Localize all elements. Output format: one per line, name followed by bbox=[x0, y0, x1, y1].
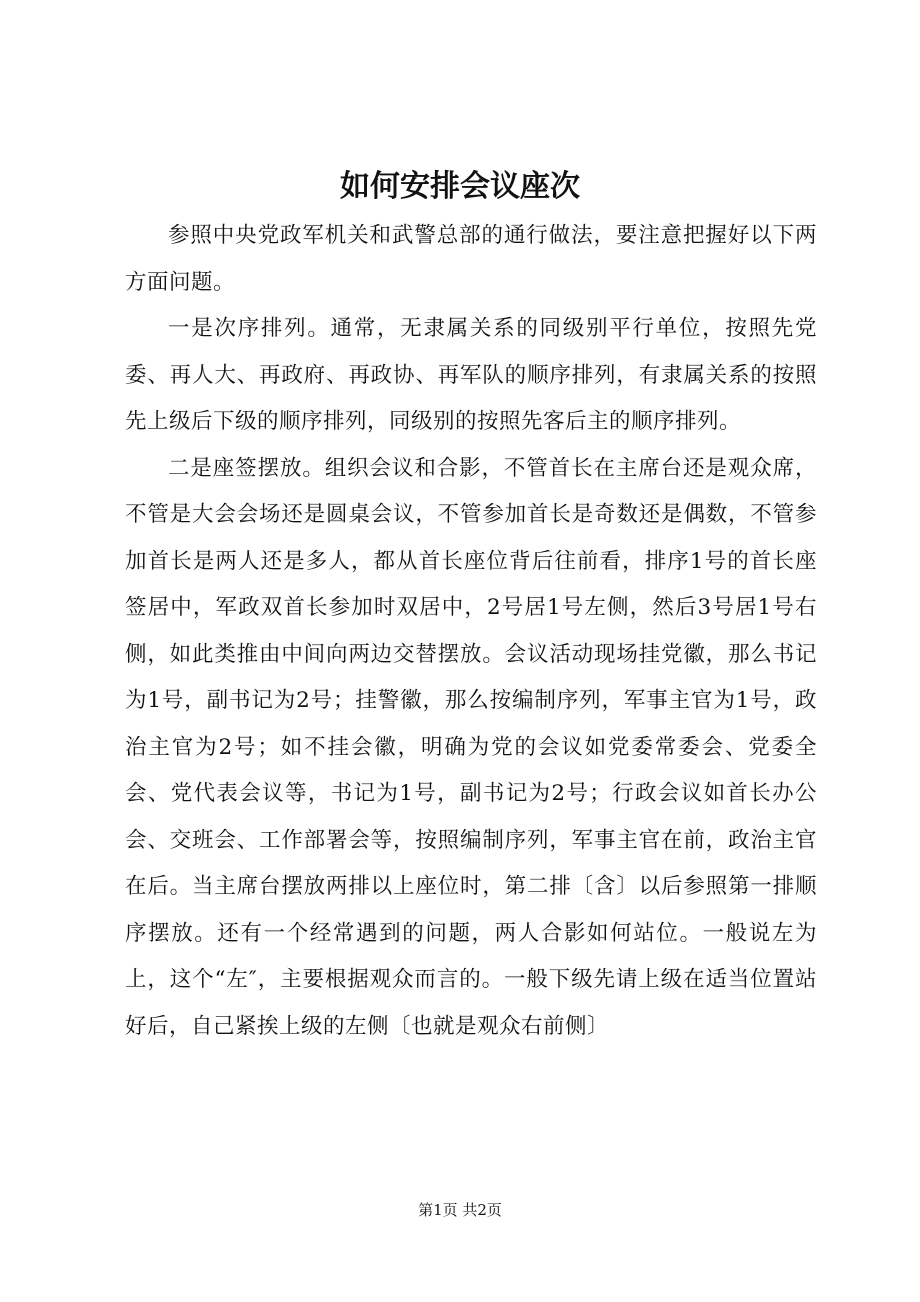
paragraph-intro: 参照中央党政军机关和武警总部的通行做法，要注意把握好以下两方面问题。 bbox=[125, 223, 817, 295]
paragraph-seating: 二是座签摆放。组织会议和合影，不管首长在主席台还是观众席，不管是大会会场还是圆桌会议，不管参加首长是奇数还是偶数，不管参加首长是两人还是多人，都从首长座位背后往前看，排序1号的首长座签居中，军政双首长参加时双居中，2号居1号左侧，然后3号居1号右侧，如此类推由中间向两边交替摆放。会议活动现场挂党徽，那么书记为1号，副书记为2号；挂警徽，那么按编制序列，军事主官为1号，政治主官为2号；如不挂会徽，明确为党的会议如党委常委会、党委全会、党代表会议等，书记为1号，副书记为2号；行政会议如首长办公会、交班会、工作部署会等，按照编制序列，军事主官在前，政治主官在后。当主席台摆放两排以上座位时，第二排〔含〕以后参照第一排顺序摆放。还有一个经常遇到的问题，两人合影如何站位。一般说左为上，这个“左″，主要根据观众而言的。一般下级先请上级在适当位置站好后，自己紧挨上级的左侧〔也就是观众右前侧〕 bbox=[125, 455, 817, 1039]
page-footer: 第1页 共2页 bbox=[418, 1201, 502, 1219]
document-body bbox=[125, 213, 817, 1050]
paragraph-order: 一是次序排列。通常，无隶属关系的同级别平行单位，按照先党委、再人大、再政府、再政协、再军队的顺序排列，有隶属关系的按照先上级后下级的顺序排列，同级别的按照先客后主的顺序排列。 bbox=[125, 316, 817, 434]
document-title: 如何安排会议座次 bbox=[340, 169, 580, 204]
